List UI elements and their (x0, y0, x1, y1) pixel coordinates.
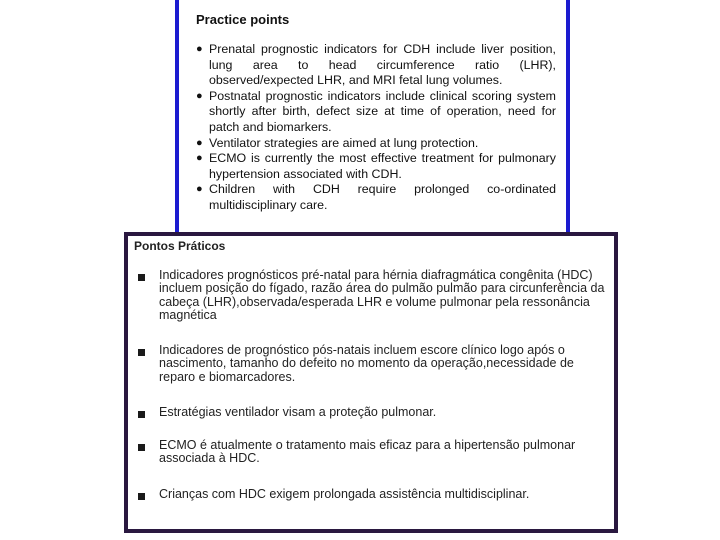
pontos-praticos-text: Estratégias ventilador visam a proteção pulmonar. (159, 405, 437, 419)
practice-point-text: Postnatal prognostic indicators include clinical scoring system shortly after birth, defect size at time of operation, need for patch and biomarkers. (209, 88, 556, 134)
bullet-icon: ● (196, 152, 203, 165)
practice-point-text: ECMO is currently the most effective treatment for pulmonary hypertension associated with CDH. (209, 151, 556, 181)
square-bullet-icon (138, 444, 145, 451)
practice-point-text: Prenatal prognostic indicators for CDH include liver position, lung area to head circumference ratio (LHR), observed/expected LHR, and MRI fetal lung volumes. (209, 42, 556, 88)
square-bullet-icon (138, 349, 145, 356)
practice-points-list (196, 42, 556, 214)
square-bullet-icon (138, 411, 145, 418)
practice-point-text: Ventilator strategies are aimed at lung protection. (209, 135, 479, 150)
pontos-praticos-text: Crianças com HDC exigem prolongada assistência multidisciplinar. (159, 487, 530, 501)
practice-point-item (196, 42, 556, 89)
practice-point-item (196, 182, 556, 213)
practice-point-text: Children with CDH require prolonged co-ordinated multidisciplinary care. (209, 182, 556, 212)
pontos-praticos-panel (124, 232, 618, 533)
bullet-icon: ● (196, 136, 203, 149)
bullet-icon: ● (196, 183, 203, 196)
pontos-praticos-text: Indicadores de prognóstico pós-natais incluem escore clínico logo após o nascimento, tamanho do defeito no momento da operação,necessidade de reparo e biomarcadores. (159, 343, 574, 384)
practice-point-item (196, 136, 556, 152)
practice-point-item (196, 151, 556, 182)
practice-point-item (196, 89, 556, 136)
bullet-icon: ● (196, 43, 203, 55)
pontos-praticos-text: Indicadores prognósticos pré-natal para hérnia diafragmática congênita (HDC) incluem posição do fígado, razão área do pulmão pulmão para circunferência da cabeça (LHR),observada/esperada LHR e volume pulmonar pela ressonância magnética (159, 268, 605, 322)
pontos-praticos-text: ECMO é atualmente o tratamento mais eficaz para a hipertensão pulmonar associada à HDC. (159, 438, 576, 466)
square-bullet-icon (138, 274, 145, 281)
bullet-icon: ● (196, 89, 203, 102)
square-bullet-icon (138, 493, 145, 500)
pontos-praticos-title: Pontos Práticos (134, 239, 226, 253)
practice-points-panel (175, 0, 570, 236)
practice-points-title: Practice points (196, 12, 290, 27)
